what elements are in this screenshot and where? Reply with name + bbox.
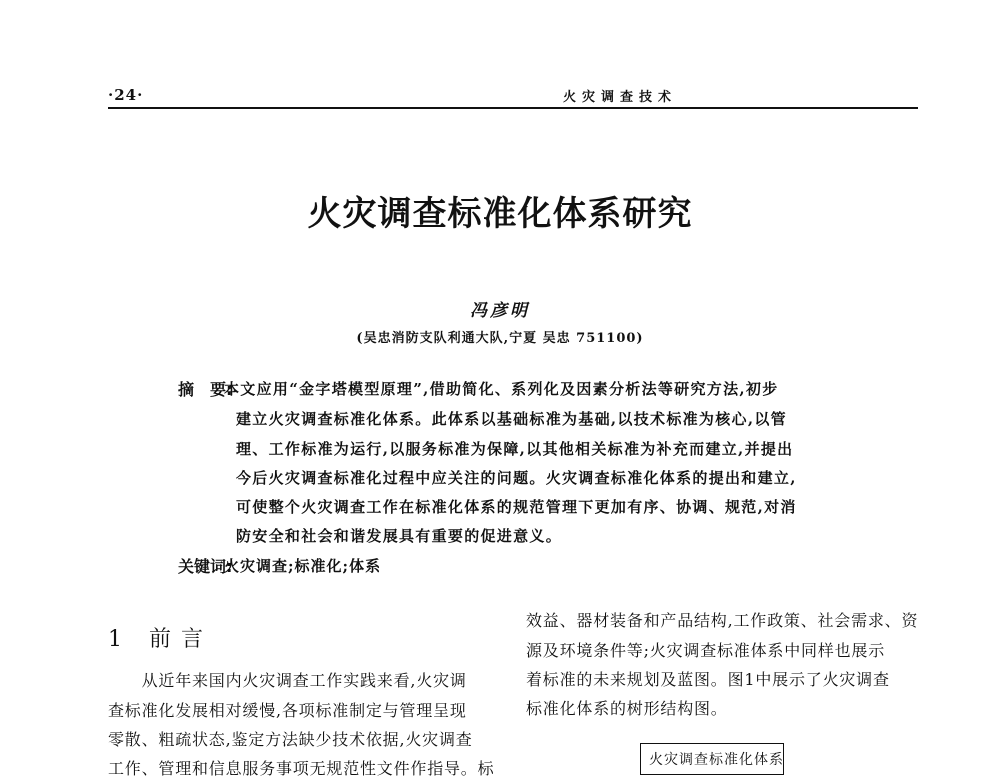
author-affiliation: (吴忠消防支队利通大队,宁夏 吴忠 751100) — [356, 331, 644, 346]
body-text-line: 从近年来国内火灾调查工作实践来看,火灾调 — [108, 671, 467, 690]
body-text-line: 零散、粗疏状态,鉴定方法缺少技术依据,火灾调查 — [108, 730, 473, 749]
keywords-label: 关键词: — [178, 557, 233, 576]
header-rule — [108, 107, 918, 109]
abstract-line: 本文应用“金字塔模型原理”,借助简化、系列化及因素分析法等研究方法,初步 — [224, 380, 779, 398]
body-text-line: 工作、管理和信息服务事项无规范性文件作指导。标 — [108, 759, 495, 778]
body-text-line: 源及环境条件等;火灾调查标准体系中同样也展示 — [526, 641, 885, 660]
author-name: 冯彦明 — [470, 301, 530, 321]
abstract-line: 理、工作标准为运行,以服务标准为保障,以其他相关标准为补充而建立,并提出 — [236, 440, 794, 458]
page-number: ·24· — [108, 86, 144, 104]
figure-root-label: 火灾调查标准化体系 — [649, 752, 784, 768]
body-text-line: 效益、器材装备和产品结构,工作政策、社会需求、资 — [526, 611, 919, 630]
abstract-line: 今后火灾调查标准化过程中应关注的问题。火灾调查标准化体系的提出和建立, — [236, 469, 797, 487]
body-text-line: 标准化体系的树形结构图。 — [526, 699, 728, 718]
abstract-line: 防安全和社会和谐发展具有重要的促进意义。 — [236, 527, 563, 545]
journal-section-title: 火灾调查技术 — [563, 90, 678, 105]
section-heading: 1 前言 — [108, 627, 213, 652]
body-text-line: 查标准化发展相对缓慢,各项标准制定与管理呈现 — [108, 701, 467, 720]
paper-title: 火灾调查标准化体系研究 — [307, 194, 693, 234]
abstract-line: 可使整个火灾调查工作在标准化体系的规范管理下更加有序、协调、规范,对消 — [236, 498, 797, 516]
abstract-label: 摘 要: — [178, 380, 233, 399]
abstract-line: 建立火灾调查标准化体系。此体系以基础标准为基础,以技术标准为核心,以管 — [236, 410, 787, 428]
figure-root-box — [640, 743, 784, 775]
keywords-text: 火灾调查;标准化;体系 — [224, 557, 382, 575]
body-text-line: 着标准的未来规划及蓝图。图1中展示了火灾调查 — [526, 670, 890, 689]
